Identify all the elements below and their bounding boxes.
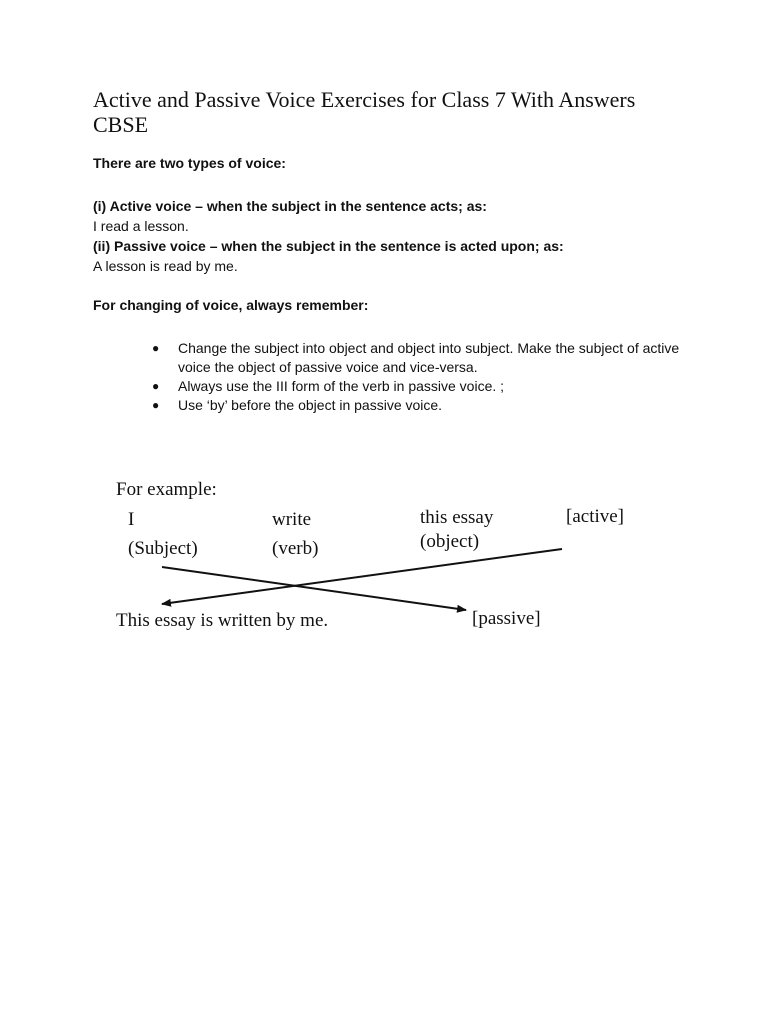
label-verb: (verb)	[272, 538, 319, 559]
label-object: (object)	[420, 531, 480, 552]
subject-to-object-arrow	[162, 567, 466, 610]
word-object: this essay	[420, 507, 494, 528]
bullet-icon: ●	[152, 379, 160, 393]
list-item	[150, 396, 690, 415]
rule-text: Use ‘by’ before the object in passive voice.	[178, 397, 443, 413]
active-voice-heading: (i) Active voice – when the subject in the sentence acts; as:	[93, 198, 487, 214]
rules-list	[150, 339, 690, 415]
active-voice-example: I read a lesson.	[93, 218, 189, 234]
label-subject: (Subject)	[128, 538, 198, 559]
passive-voice-example: A lesson is read by me.	[93, 258, 238, 274]
tag-passive: [passive]	[472, 608, 541, 629]
passive-sentence: This essay is written by me.	[116, 610, 329, 631]
intro-text: There are two types of voice:	[93, 155, 286, 171]
tag-active: [active]	[566, 506, 625, 527]
remember-heading: For changing of voice, always remember:	[93, 297, 369, 313]
example-figure	[110, 470, 690, 650]
rule-text: Change the subject into object and object into subject. Make the subject of active voice the object of passive voice and vice-versa.	[178, 340, 680, 375]
passive-voice-heading: (ii) Passive voice – when the subject in the sentence is acted upon; as:	[93, 238, 564, 254]
list-item	[150, 339, 690, 377]
word-subject: I	[128, 509, 135, 530]
rule-text: Always use the III form of the verb in passive voice. ;	[178, 378, 505, 394]
bullet-icon: ●	[152, 341, 160, 355]
word-verb: write	[272, 509, 312, 530]
bullet-icon: ●	[152, 398, 160, 412]
list-item	[150, 377, 690, 396]
example-heading: For example:	[116, 479, 217, 500]
voice-types	[93, 196, 564, 276]
page-title: Active and Passive Voice Exercises for Class 7 With Answers CBSE	[93, 87, 636, 137]
